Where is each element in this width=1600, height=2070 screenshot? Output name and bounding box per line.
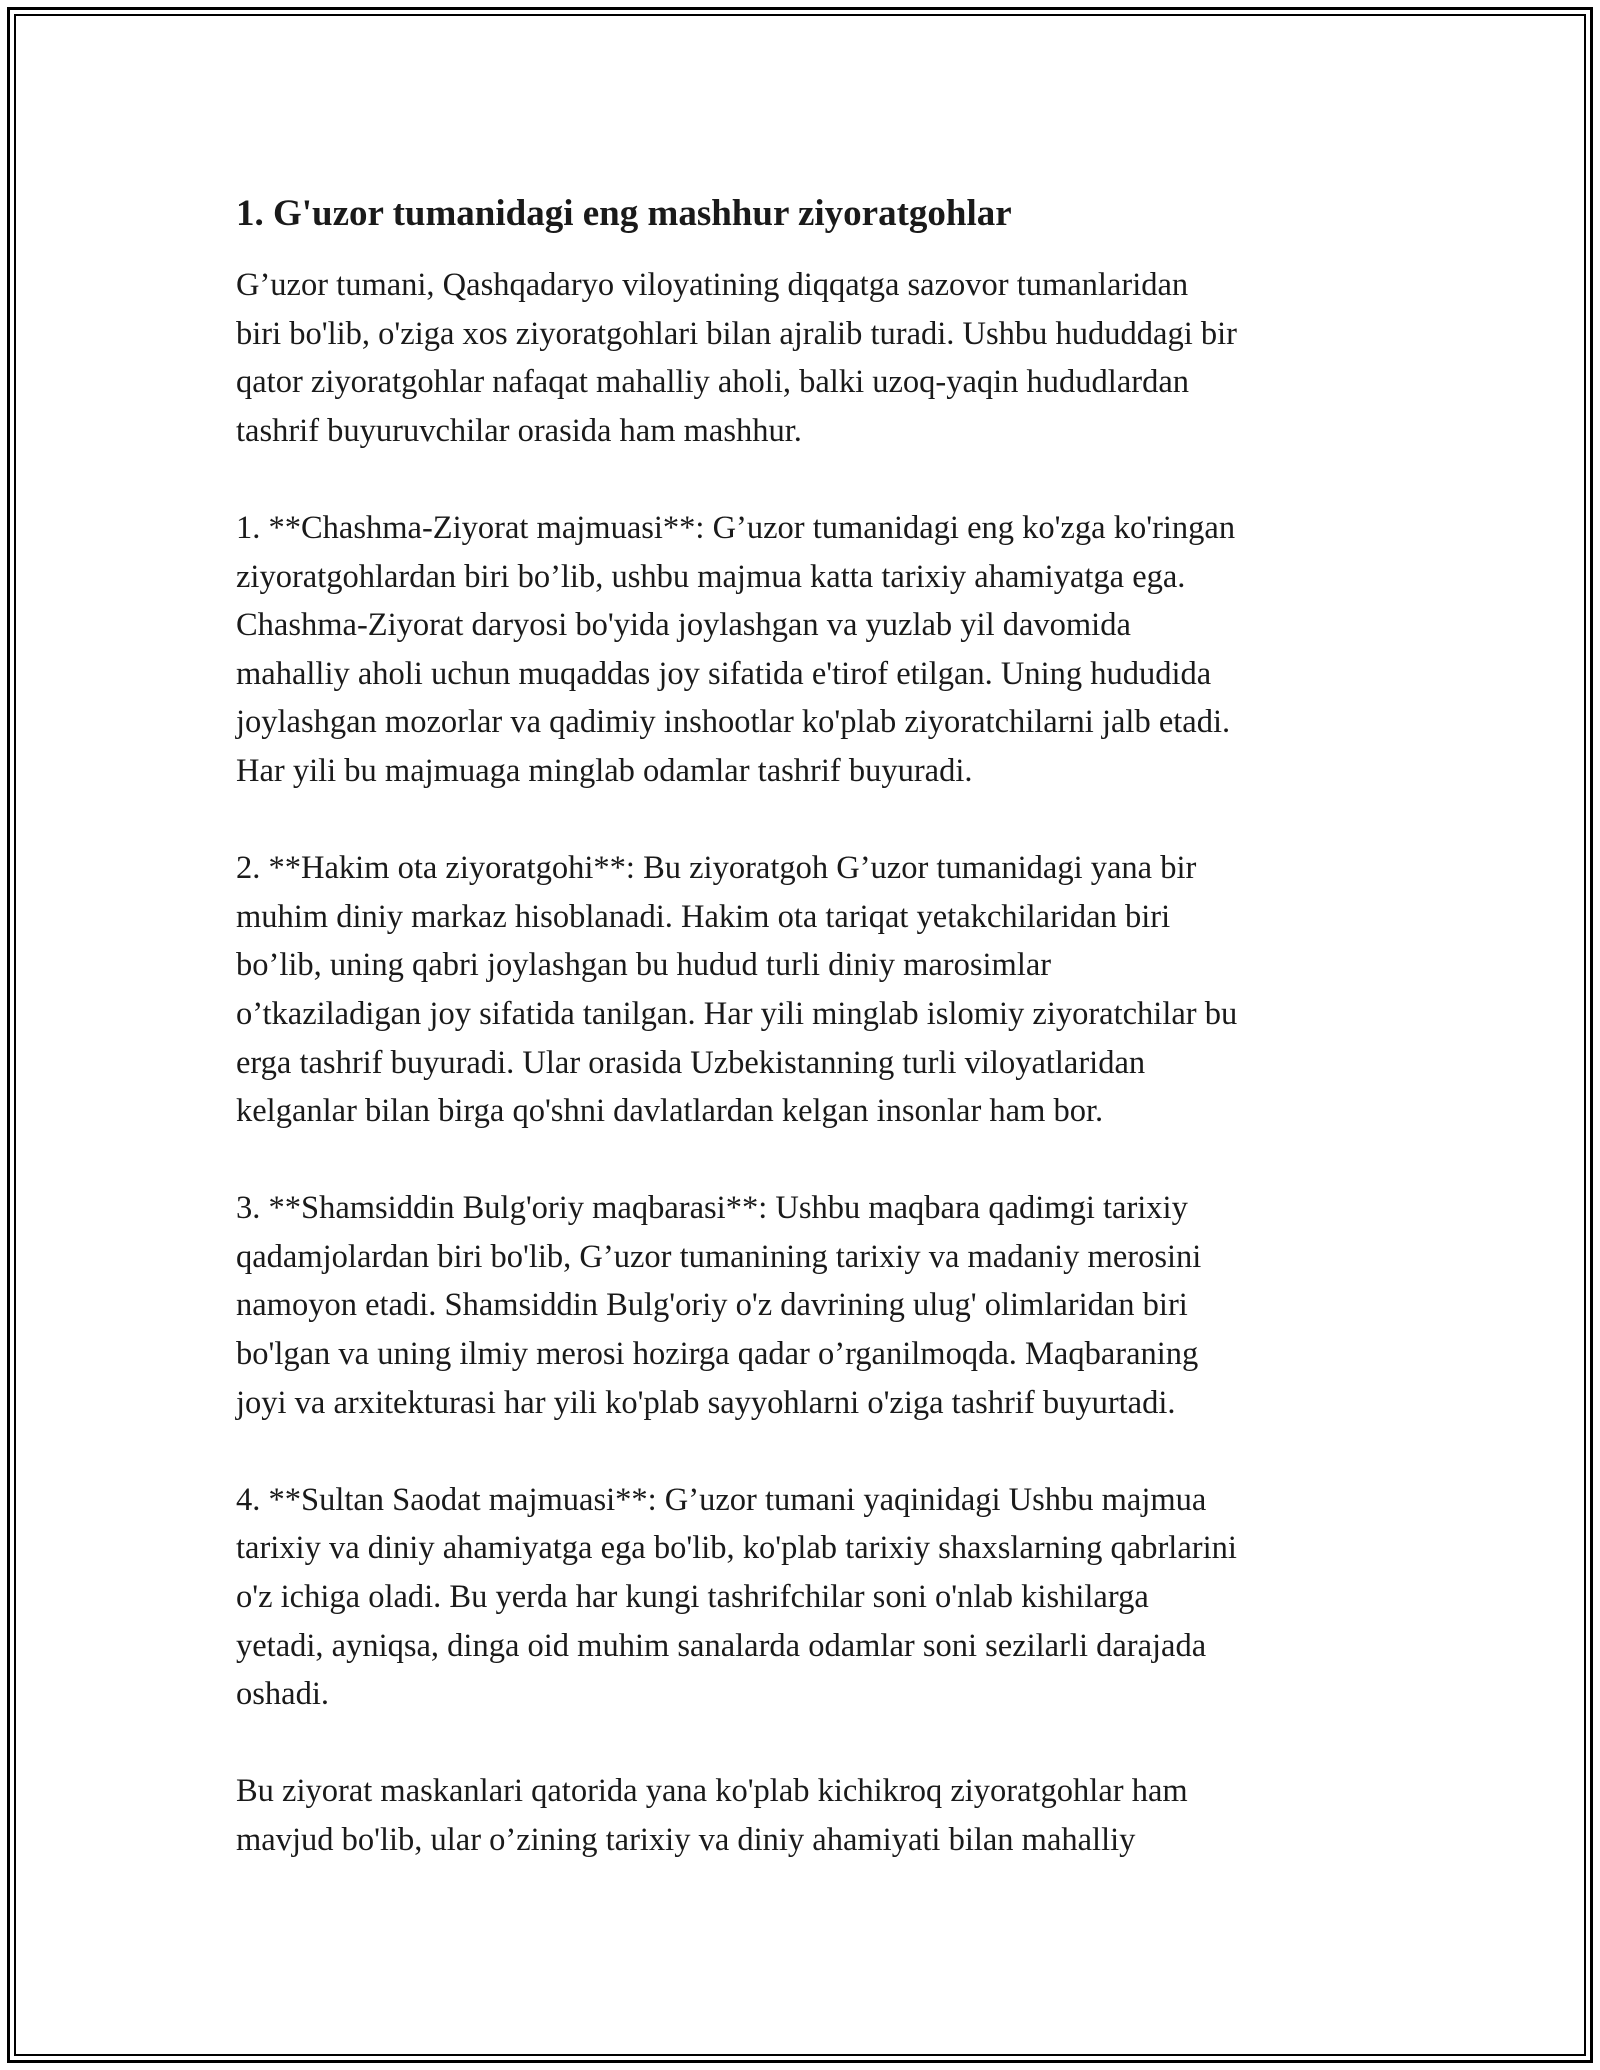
document-body: [236, 186, 1376, 1865]
closing-paragraph: Bu ziyorat maskanlari qatorida yana ko'plab kichikroq ziyoratgohlar ham mavjud bo'lib, ular o’zining tarixiy va diniy ahamiyati bilan mahalliy: [236, 1773, 1188, 1858]
list-item-hakim-ota: 2. **Hakim ota ziyoratgohi**: Bu ziyoratgoh G’uzor tumanidagi yana bir muhim diniy markaz hisoblanadi. Hakim ota tariqat yetakchilaridan biri bo’lib, uning qabri joylashgan bu hudud turli diniy marosimlar o’tkaziladigan joy sifatida tanilgan. Har yili minglab islomiy ziyoratchilar bu erga tashrif buyuradi. Ular orasida Uzbekistanning turli viloyatlaridan kelganlar bilan birga qo'shni davlatlardan kelgan insonlar ham bor.: [236, 850, 1238, 1130]
section-heading: 1. G'uzor tumanidagi eng mashhur ziyoratgohlar: [236, 193, 1012, 234]
intro-paragraph: G’uzor tumani, Qashqadaryo viloyatining diqqatga sazovor tumanlaridan biri bo'lib, o'ziga xos ziyoratgohlari bilan ajralib turadi. Ushbu hududdagi bir qator ziyoratgohlar nafaqat mahalliy aholi, balki uzoq-yaqin hududlardan tashrif buyuruvchilar orasida ham mashhur.: [236, 267, 1237, 449]
list-item-shamsiddin-bulgoriy: 3. **Shamsiddin Bulg'oriy maqbarasi**: Ushbu maqbara qadimgi tarixiy qadamjolardan biri bo'lib, G’uzor tumanining tarixiy va madaniy merosini namoyon etadi. Shamsiddin Bulg'oriy o'z davrining ulug' olimlaridan biri bo'lgan va uning ilmiy merosi hozirga qadar o’rganilmoqda. Maqbaraning joyi va arxitekturasi har yili ko'plab sayyohlarni o'ziga tashrif buyurtadi.: [236, 1190, 1202, 1421]
list-item-chashma-ziyorat: 1. **Chashma-Ziyorat majmuasi**: G’uzor tumanidagi eng ko'zga ko'ringan ziyoratgohlardan biri bo’lib, ushbu majmua katta tarixiy ahamiyatga ega. Chashma-Ziyorat daryosi bo'yida joylashgan va yuzlab yil davomida mahalliy aholi uchun muqaddas joy sifatida e'tirof etilgan. Uning hududida joylashgan mozorlar va qadimiy inshootlar ko'plab ziyoratchilarni jalb etadi. Har yili bu majmuaga minglab odamlar tashrif buyuradi.: [236, 509, 1236, 789]
list-item-sultan-saodat: 4. **Sultan Saodat majmuasi**: G’uzor tumani yaqinidagi Ushbu majmua tarixiy va diniy ahamiyatga ega bo'lib, ko'plab tarixiy shaxslarning qabrlarini o'z ichiga oladi. Bu yerda har kungi tashrifchilar soni o'nlab kishilarga yetadi, ayniqsa, dinga oid muhim sanalarda odamlar soni sezilarli darajada oshadi.: [236, 1481, 1237, 1713]
